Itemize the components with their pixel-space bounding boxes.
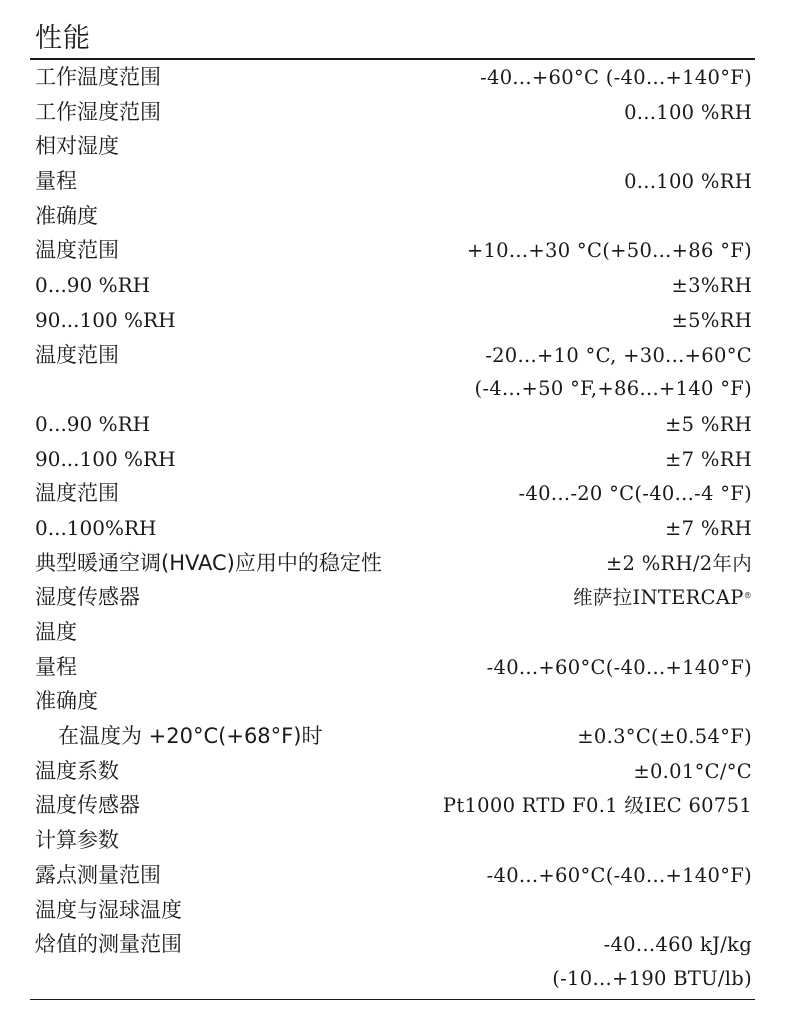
spec-label: 量程 xyxy=(35,169,77,194)
spec-row-temp-range-2-continued xyxy=(30,372,755,407)
spec-label: 温度范围 xyxy=(35,342,119,367)
spec-label: 工作温度范围 xyxy=(35,65,161,89)
spec-label: 工作湿度范围 xyxy=(35,99,161,124)
spec-row-temp-range-2 xyxy=(30,338,755,373)
spec-label: 湿度传感器 xyxy=(35,585,140,610)
spec-value: +10...+30 °C(+50...+86 °F) xyxy=(466,239,752,263)
spec-row-operating-humidity xyxy=(30,95,755,130)
spec-row-dewpoint-range xyxy=(30,858,755,893)
spec-label: 相对湿度 xyxy=(35,134,119,159)
spec-row-accuracy-0-90 xyxy=(30,268,755,303)
spec-value: 维萨拉INTERCAP xyxy=(573,586,744,610)
spec-row-temp-accuracy-at-20c xyxy=(30,719,755,754)
spec-row-temp-measure-range xyxy=(30,650,755,685)
spec-row-rh-heading xyxy=(30,129,755,164)
spec-value: ±5 %RH xyxy=(665,412,752,436)
spec-row-rh-accuracy-heading xyxy=(30,199,755,234)
spec-label: 0...90 %RH xyxy=(35,411,151,436)
spec-row-wetbulb-heading xyxy=(30,893,755,928)
spec-row-operating-temp xyxy=(30,60,755,95)
spec-label: 在温度为 +20°C(+68°F)时 xyxy=(58,724,323,749)
spec-table xyxy=(30,60,755,997)
spec-row-accuracy-90-100 xyxy=(30,303,755,338)
spec-value: ±3%RH xyxy=(671,274,752,298)
spec-row-temp-sensor xyxy=(30,788,755,823)
spec-row-calculated-params-heading xyxy=(30,823,755,858)
spec-label: 典型暖通空调(HVAC)应用中的稳定性 xyxy=(35,550,382,575)
spec-label: 焓值的测量范围 xyxy=(35,932,182,957)
spec-row-temp-range-3 xyxy=(30,476,755,511)
spec-row-enthalpy-range-continued xyxy=(30,962,755,997)
spec-value: ±5%RH xyxy=(671,308,752,332)
spec-value: -20...+10 °C, +30...+60°C xyxy=(485,343,752,367)
spec-sheet xyxy=(30,0,755,1000)
spec-row-accuracy-0-90-b xyxy=(30,407,755,442)
spec-value: -40...+60°C(-40...+140°F) xyxy=(486,655,752,679)
spec-label: 90...100 %RH xyxy=(35,446,176,471)
spec-value: -40...+60°C (-40...+140°F) xyxy=(480,66,752,89)
spec-row-temp-coefficient xyxy=(30,754,755,789)
spec-value: (-10...+190 BTU/lb) xyxy=(552,966,752,990)
spec-label: 0...90 %RH xyxy=(35,273,151,298)
spec-label: 温度与湿球温度 xyxy=(35,897,182,922)
section-title: 性能 xyxy=(35,23,91,54)
spec-row-humidity-sensor xyxy=(30,580,755,615)
spec-label: 温度传感器 xyxy=(35,793,140,818)
spec-value: -40...-20 °C(-40...-4 °F) xyxy=(518,482,752,506)
spec-label: 90...100 %RH xyxy=(35,307,176,332)
spec-value: -40...+60°C(-40...+140°F) xyxy=(486,863,752,887)
spec-value: ±0.01°C/°C xyxy=(633,759,752,783)
spec-row-accuracy-0-100 xyxy=(30,511,755,546)
spec-value: 0...100 %RH xyxy=(624,170,752,194)
spec-value: Pt1000 RTD F0.1 级IEC 60751 xyxy=(442,794,752,818)
bottom-rule xyxy=(30,999,755,1000)
registered-mark: ® xyxy=(743,591,752,601)
spec-label: 温度范围 xyxy=(35,238,119,263)
spec-row-hvac-stability xyxy=(30,546,755,581)
spec-row-temperature-heading xyxy=(30,615,755,650)
spec-label: 温度系数 xyxy=(35,758,119,783)
spec-row-rh-range xyxy=(30,164,755,199)
spec-value: (-4...+50 °F,+86...+140 °F) xyxy=(474,377,752,401)
spec-label: 0...100%RH xyxy=(35,515,157,540)
spec-value: -40...460 kJ/kg xyxy=(603,933,752,957)
spec-value-wrapper xyxy=(573,581,755,616)
spec-value: ±7 %RH xyxy=(665,516,752,540)
spec-row-temp-range-1 xyxy=(30,233,755,268)
spec-row-accuracy-90-100-b xyxy=(30,442,755,477)
spec-value: ±7 %RH xyxy=(665,447,752,471)
spec-row-enthalpy-range xyxy=(30,927,755,962)
spec-label: 温度 xyxy=(35,620,77,644)
spec-label: 露点测量范围 xyxy=(35,862,161,887)
spec-value: ±0.3°C(±0.54°F) xyxy=(577,725,752,749)
spec-label: 准确度 xyxy=(35,689,98,714)
spec-label: 准确度 xyxy=(35,203,98,228)
spec-label: 计算参数 xyxy=(35,828,119,853)
spec-label: 温度范围 xyxy=(35,481,119,506)
spec-value: 0...100 %RH xyxy=(624,100,752,124)
spec-label: 量程 xyxy=(35,654,77,679)
spec-row-temp-accuracy-heading xyxy=(30,684,755,719)
spec-value: ±2 %RH/2年内 xyxy=(605,551,752,575)
